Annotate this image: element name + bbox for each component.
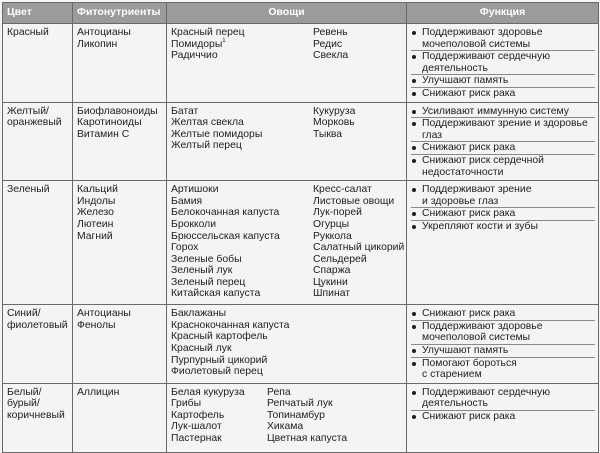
phytonutrient-item: Лютеин bbox=[77, 218, 114, 230]
vegetable-item: Желтые помидоры bbox=[171, 128, 263, 140]
phytonutrient-item: Магний bbox=[77, 230, 113, 242]
vegetable-item: Пурпурный цикорий bbox=[171, 354, 268, 366]
function-item bbox=[411, 308, 595, 320]
cell-function bbox=[407, 383, 599, 452]
phytonutrient-item: Железо bbox=[77, 207, 114, 219]
header-color: Цвет bbox=[3, 3, 73, 24]
function-text: Поддерживают здоровье мочеполовой системы bbox=[422, 320, 543, 344]
bullet-icon bbox=[412, 391, 416, 395]
function-text: Усиливают иммунную систему bbox=[422, 105, 569, 117]
phytonutrient-item: Антоцианы bbox=[77, 27, 131, 38]
function-item bbox=[411, 50, 595, 74]
color-name: бурый/ bbox=[7, 398, 40, 410]
vegetable-item: Кресс-салат bbox=[313, 184, 372, 196]
phytonutrient-item: Каротиноиды bbox=[77, 117, 142, 129]
bullet-icon bbox=[412, 225, 416, 229]
vegetable-item: Брюссельская капуста bbox=[171, 230, 280, 242]
vegetable-item: Цветная капуста bbox=[267, 433, 348, 445]
bullet-icon bbox=[412, 312, 416, 316]
vegetable-item: Помидоры$^1$ bbox=[171, 37, 226, 50]
vegetable-item: Огурцы bbox=[313, 218, 350, 230]
function-item bbox=[411, 184, 595, 207]
table-row bbox=[3, 305, 599, 384]
bullet-icon bbox=[412, 55, 416, 59]
function-item bbox=[411, 320, 595, 344]
vegetable-item: Белокочанная капуста bbox=[171, 207, 280, 219]
function-item bbox=[411, 106, 595, 118]
cell-vegetables bbox=[167, 102, 407, 181]
bullet-icon bbox=[412, 325, 416, 329]
cell-vegetables bbox=[167, 24, 407, 103]
vegetable-item: Морковь bbox=[313, 117, 355, 129]
cell-phytonutrients bbox=[73, 305, 167, 384]
vegetable-item: Желтый перец bbox=[171, 140, 242, 152]
vegetable-item: Лук-шалот bbox=[171, 421, 222, 433]
function-item bbox=[411, 387, 595, 410]
phytonutrient-item: Антоцианы bbox=[77, 308, 131, 320]
table-row bbox=[3, 383, 599, 452]
function-text: Поддерживают здоровье мочеполовой системы bbox=[422, 27, 543, 50]
vegetable-item: Репа bbox=[267, 386, 291, 398]
cell-color bbox=[3, 24, 73, 103]
cell-function bbox=[407, 305, 599, 384]
cell-color bbox=[3, 305, 73, 384]
vegetable-item: Пастернак bbox=[171, 433, 222, 445]
vegetable-item: Шпинат bbox=[313, 288, 351, 300]
vegetable-item: Зеленый лук bbox=[171, 265, 233, 277]
phytonutrient-item: Ликопин bbox=[77, 38, 118, 50]
vegetable-item: Спаржа bbox=[313, 265, 351, 277]
cell-phytonutrients bbox=[73, 383, 167, 452]
bullet-icon bbox=[412, 415, 416, 419]
vegetable-item: Зеленые бобы bbox=[171, 253, 242, 265]
function-text: Помогают бороться с старением bbox=[422, 357, 517, 381]
table-row bbox=[3, 181, 599, 305]
table-row bbox=[3, 24, 599, 103]
vegetable-item: Красный перец bbox=[171, 27, 245, 38]
phytonutrient-item: Фенолы bbox=[77, 319, 116, 331]
function-item bbox=[411, 87, 595, 100]
function-text: Укрепляют кости и зубы bbox=[422, 220, 538, 232]
vegetable-item: Лук-порей bbox=[313, 207, 362, 219]
cell-vegetables bbox=[167, 383, 407, 452]
color-name: оранжевый bbox=[7, 117, 62, 129]
bullet-icon bbox=[412, 362, 416, 366]
vegetable-item: Красный лук bbox=[171, 342, 232, 354]
color-name: Красный bbox=[7, 27, 49, 38]
cell-phytonutrients bbox=[73, 24, 167, 103]
function-item bbox=[411, 220, 595, 233]
bullet-icon bbox=[412, 79, 416, 83]
bullet-icon bbox=[412, 146, 416, 150]
vegetable-item: Сельдерей bbox=[313, 253, 367, 265]
vegetable-item: Радиччио bbox=[171, 50, 218, 62]
color-name: коричневый bbox=[7, 409, 65, 421]
function-item bbox=[411, 410, 595, 423]
vegetable-item: Цукини bbox=[313, 276, 348, 288]
vegetable-item: Горох bbox=[171, 242, 199, 254]
bullet-icon bbox=[412, 188, 416, 192]
function-item bbox=[411, 27, 595, 50]
header-phytonutrients: Фитонутриенты bbox=[73, 3, 167, 24]
vegetable-item: Красный картофель bbox=[171, 331, 268, 343]
header-function: Функция bbox=[407, 3, 599, 24]
function-item bbox=[411, 117, 595, 141]
cell-function bbox=[407, 181, 599, 305]
vegetable-item: Желтая свекла bbox=[171, 117, 244, 129]
vegetable-item: Бамия bbox=[171, 195, 203, 207]
function-item bbox=[411, 154, 595, 178]
function-item bbox=[411, 207, 595, 220]
function-text: Поддерживают сердечную деятельность bbox=[422, 386, 550, 410]
phytonutrient-item: Кальций bbox=[77, 184, 118, 196]
function-item bbox=[411, 74, 595, 87]
bullet-icon bbox=[412, 122, 416, 126]
color-name: Зеленый bbox=[7, 184, 50, 196]
table-row bbox=[3, 102, 599, 181]
function-text: Поддерживают зрение и здоровье глаз bbox=[422, 184, 532, 207]
color-name: Желтый/ bbox=[7, 105, 49, 117]
vegetable-item: Тыква bbox=[313, 128, 343, 140]
color-name: фиолетовый bbox=[7, 319, 68, 331]
function-text: Снижают риск рака bbox=[422, 410, 516, 422]
vegetable-item: Китайская капуста bbox=[171, 288, 261, 300]
cell-vegetables bbox=[167, 305, 407, 384]
cell-color bbox=[3, 383, 73, 452]
function-item bbox=[411, 344, 595, 357]
vegetable-item: Баклажаны bbox=[171, 308, 227, 320]
phytonutrient-item: Аллицин bbox=[77, 386, 120, 398]
vegetable-item: Грибы bbox=[171, 398, 202, 410]
footnote-marker: 1 bbox=[222, 37, 226, 44]
function-text: Поддерживают зрение и здоровье глаз bbox=[422, 118, 588, 141]
phytonutrient-table bbox=[2, 2, 599, 453]
cell-function bbox=[407, 102, 599, 181]
bullet-icon bbox=[412, 31, 416, 35]
phytonutrient-item: Индолы bbox=[77, 195, 116, 207]
vegetable-item: Топинамбур bbox=[267, 409, 325, 421]
function-text: Улучшают память bbox=[422, 344, 509, 356]
header-vegetables: Овощи bbox=[167, 3, 407, 24]
bullet-icon bbox=[412, 212, 416, 216]
vegetable-item: Листовые овощи bbox=[313, 195, 395, 207]
color-name: Синий/ bbox=[7, 308, 41, 320]
cell-function bbox=[407, 24, 599, 103]
vegetable-item: Руккола bbox=[313, 230, 352, 242]
cell-color bbox=[3, 181, 73, 305]
bullet-icon bbox=[412, 159, 416, 163]
function-text: Снижают риск рака bbox=[422, 308, 516, 320]
bullet-icon bbox=[412, 92, 416, 96]
phytonutrient-item: Биофлавоноиды bbox=[77, 105, 158, 117]
cell-phytonutrients bbox=[73, 181, 167, 305]
vegetable-item: Краснокочанная капуста bbox=[171, 319, 290, 331]
cell-vegetables bbox=[167, 181, 407, 305]
vegetable-item: Редис bbox=[313, 38, 343, 50]
function-text: Снижают риск рака bbox=[422, 208, 516, 220]
function-item bbox=[411, 357, 595, 381]
function-text: Снижают риск сердечной недостаточности bbox=[422, 154, 544, 178]
bullet-icon bbox=[412, 110, 416, 114]
function-text: Поддерживают сердечную деятельность bbox=[422, 51, 550, 74]
vegetable-item: Хикама bbox=[267, 421, 304, 433]
vegetable-item: Артишоки bbox=[171, 184, 219, 196]
vegetable-item: Зеленый перец bbox=[171, 276, 246, 288]
vegetable-item: Репчатый лук bbox=[267, 398, 333, 410]
vegetable-item: Ревень bbox=[313, 27, 348, 38]
vegetable-item: Белая кукуруза bbox=[171, 386, 245, 398]
vegetable-item: Батат bbox=[171, 105, 199, 117]
table-header-row bbox=[3, 3, 599, 24]
vegetable-item: Свекла bbox=[313, 50, 349, 62]
function-item bbox=[411, 141, 595, 154]
vegetable-item: Салатный цикорий bbox=[313, 242, 405, 254]
cell-color bbox=[3, 102, 73, 181]
function-text: Снижают риск рака bbox=[422, 87, 516, 99]
vegetable-item: Кукуруза bbox=[313, 105, 356, 117]
function-text: Улучшают память bbox=[422, 75, 509, 87]
color-name: Белый/ bbox=[7, 386, 42, 398]
vegetable-item: Картофель bbox=[171, 409, 225, 421]
phytonutrient-item: Витамин С bbox=[77, 128, 130, 140]
vegetable-item: Брокколи bbox=[171, 218, 217, 230]
bullet-icon bbox=[412, 349, 416, 353]
function-text: Снижают риск рака bbox=[422, 142, 516, 154]
cell-phytonutrients bbox=[73, 102, 167, 181]
vegetable-item: Фиолетовый перец bbox=[171, 366, 263, 378]
